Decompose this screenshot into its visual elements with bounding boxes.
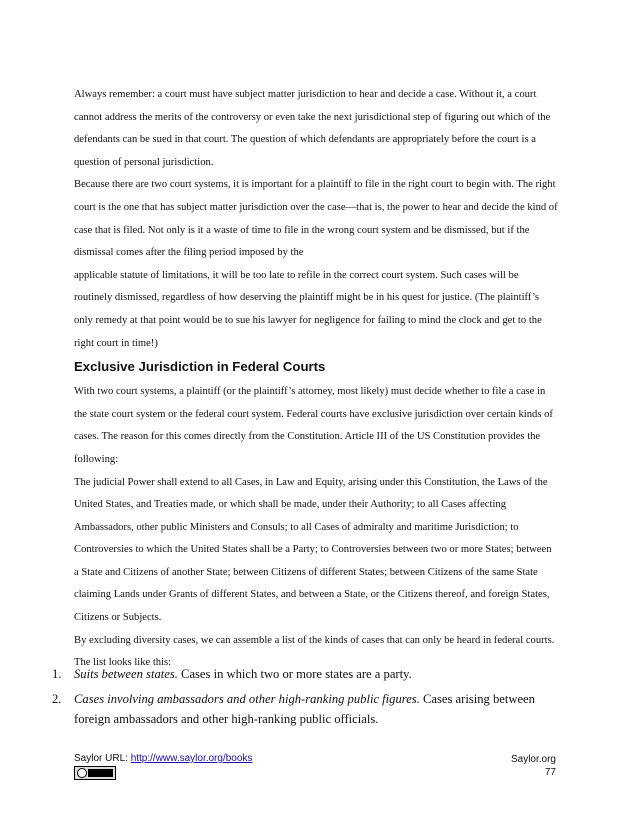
footer-source: [74, 753, 252, 764]
list-item-text: Cases arising between foreign ambassadors and other high-ranking public officials.: [74, 691, 535, 726]
footer-site: [511, 753, 556, 779]
footer-site-name: Saylor.org: [510, 754, 556, 765]
paragraph-statute-limitations: applicable statute of limitations, it will be too late to refile in the correct court system. Such cases will be routinely dismissed, regardless of how deserving the plaintiff might be in his quest for justice. (The plaintiff’s only remedy at that point would be to sue his lawyer for negligence for failing to mind the clock and get to the right court in time!): [74, 269, 542, 349]
list-number: 1.: [52, 667, 62, 681]
cc-icon: [77, 768, 87, 778]
license-bar-icon: [88, 769, 113, 777]
list-item-title: Suits between states.: [74, 667, 178, 681]
list-item-title: Cases involving ambassadors and other high-ranking public figures.: [74, 691, 420, 706]
footer-url-link[interactable]: http://www.saylor.org/books: [130, 753, 253, 764]
section-heading: Exclusive Jurisdiction in Federal Courts: [74, 359, 326, 375]
paragraph-subject-matter: Always remember: a court must have subject matter jurisdiction to hear and decide a case. Without it, a court cannot address the merits of the controversy or even take the next jurisdictional step of figuring out which of the defendants can be sued in that court. The question of which defendants are appropriately before the court is a question of personal jurisdiction.: [74, 89, 551, 168]
federal-cases-list: [52, 664, 562, 730]
paragraph-constitution-quote: The judicial Power shall extend to all Cases, in Law and Equity, arising under this Constitution, the Laws of the United States, and Treaties made, or which shall be made, under their Authority; to all Cases affecting Ambassadors, other public Ministers and Consuls; to all Cases of admiralty and maritime Jurisdiction; to Controversies to which the United States shall be a Party; to Controversies between two or more States; between a State and Citizens of another State; between Citizens of different States; between Citizens of the same State claiming Lands under Grants of different States, and between a State, or the Citizens thereof, and foreign States, Citizens or Subjects.: [74, 476, 552, 624]
page-number: 77: [544, 767, 556, 778]
paragraph-two-systems-choice: With two court systems, a plaintiff (or the plaintiff’s attorney, most likely) must decide whether to file a case in the state court system or the federal court system. Federal courts have exclusive jurisdiction over certain kinds of cases. The reason for this comes directly from the Constitution. Article III of the US Constitution provides the following:: [74, 386, 553, 465]
paragraph-list-intro: By excluding diversity cases, we can assemble a list of the kinds of cases that can only be heard in federal courts. The list looks like this:: [74, 634, 555, 669]
creative-commons-badge: [74, 766, 116, 780]
list-item-text: Cases in which two or more states are a party.: [177, 667, 412, 681]
page-body: [74, 84, 558, 675]
list-item: [52, 689, 562, 730]
list-number: 2.: [52, 691, 62, 706]
paragraph-two-court-systems: Because there are two court systems, it is important for a plaintiff to file in the right court to begin with. The right court is the one that has subject matter jurisdiction over the case—that is, the power to hear and decide the kind of case that is filed. Not only is it a waste of time to file in the wrong court system and be dismissed, but if the dismissal comes after the filing period imposed by the: [74, 179, 558, 259]
list-item: [52, 664, 562, 685]
footer-url-label: Saylor URL:: [74, 753, 131, 764]
